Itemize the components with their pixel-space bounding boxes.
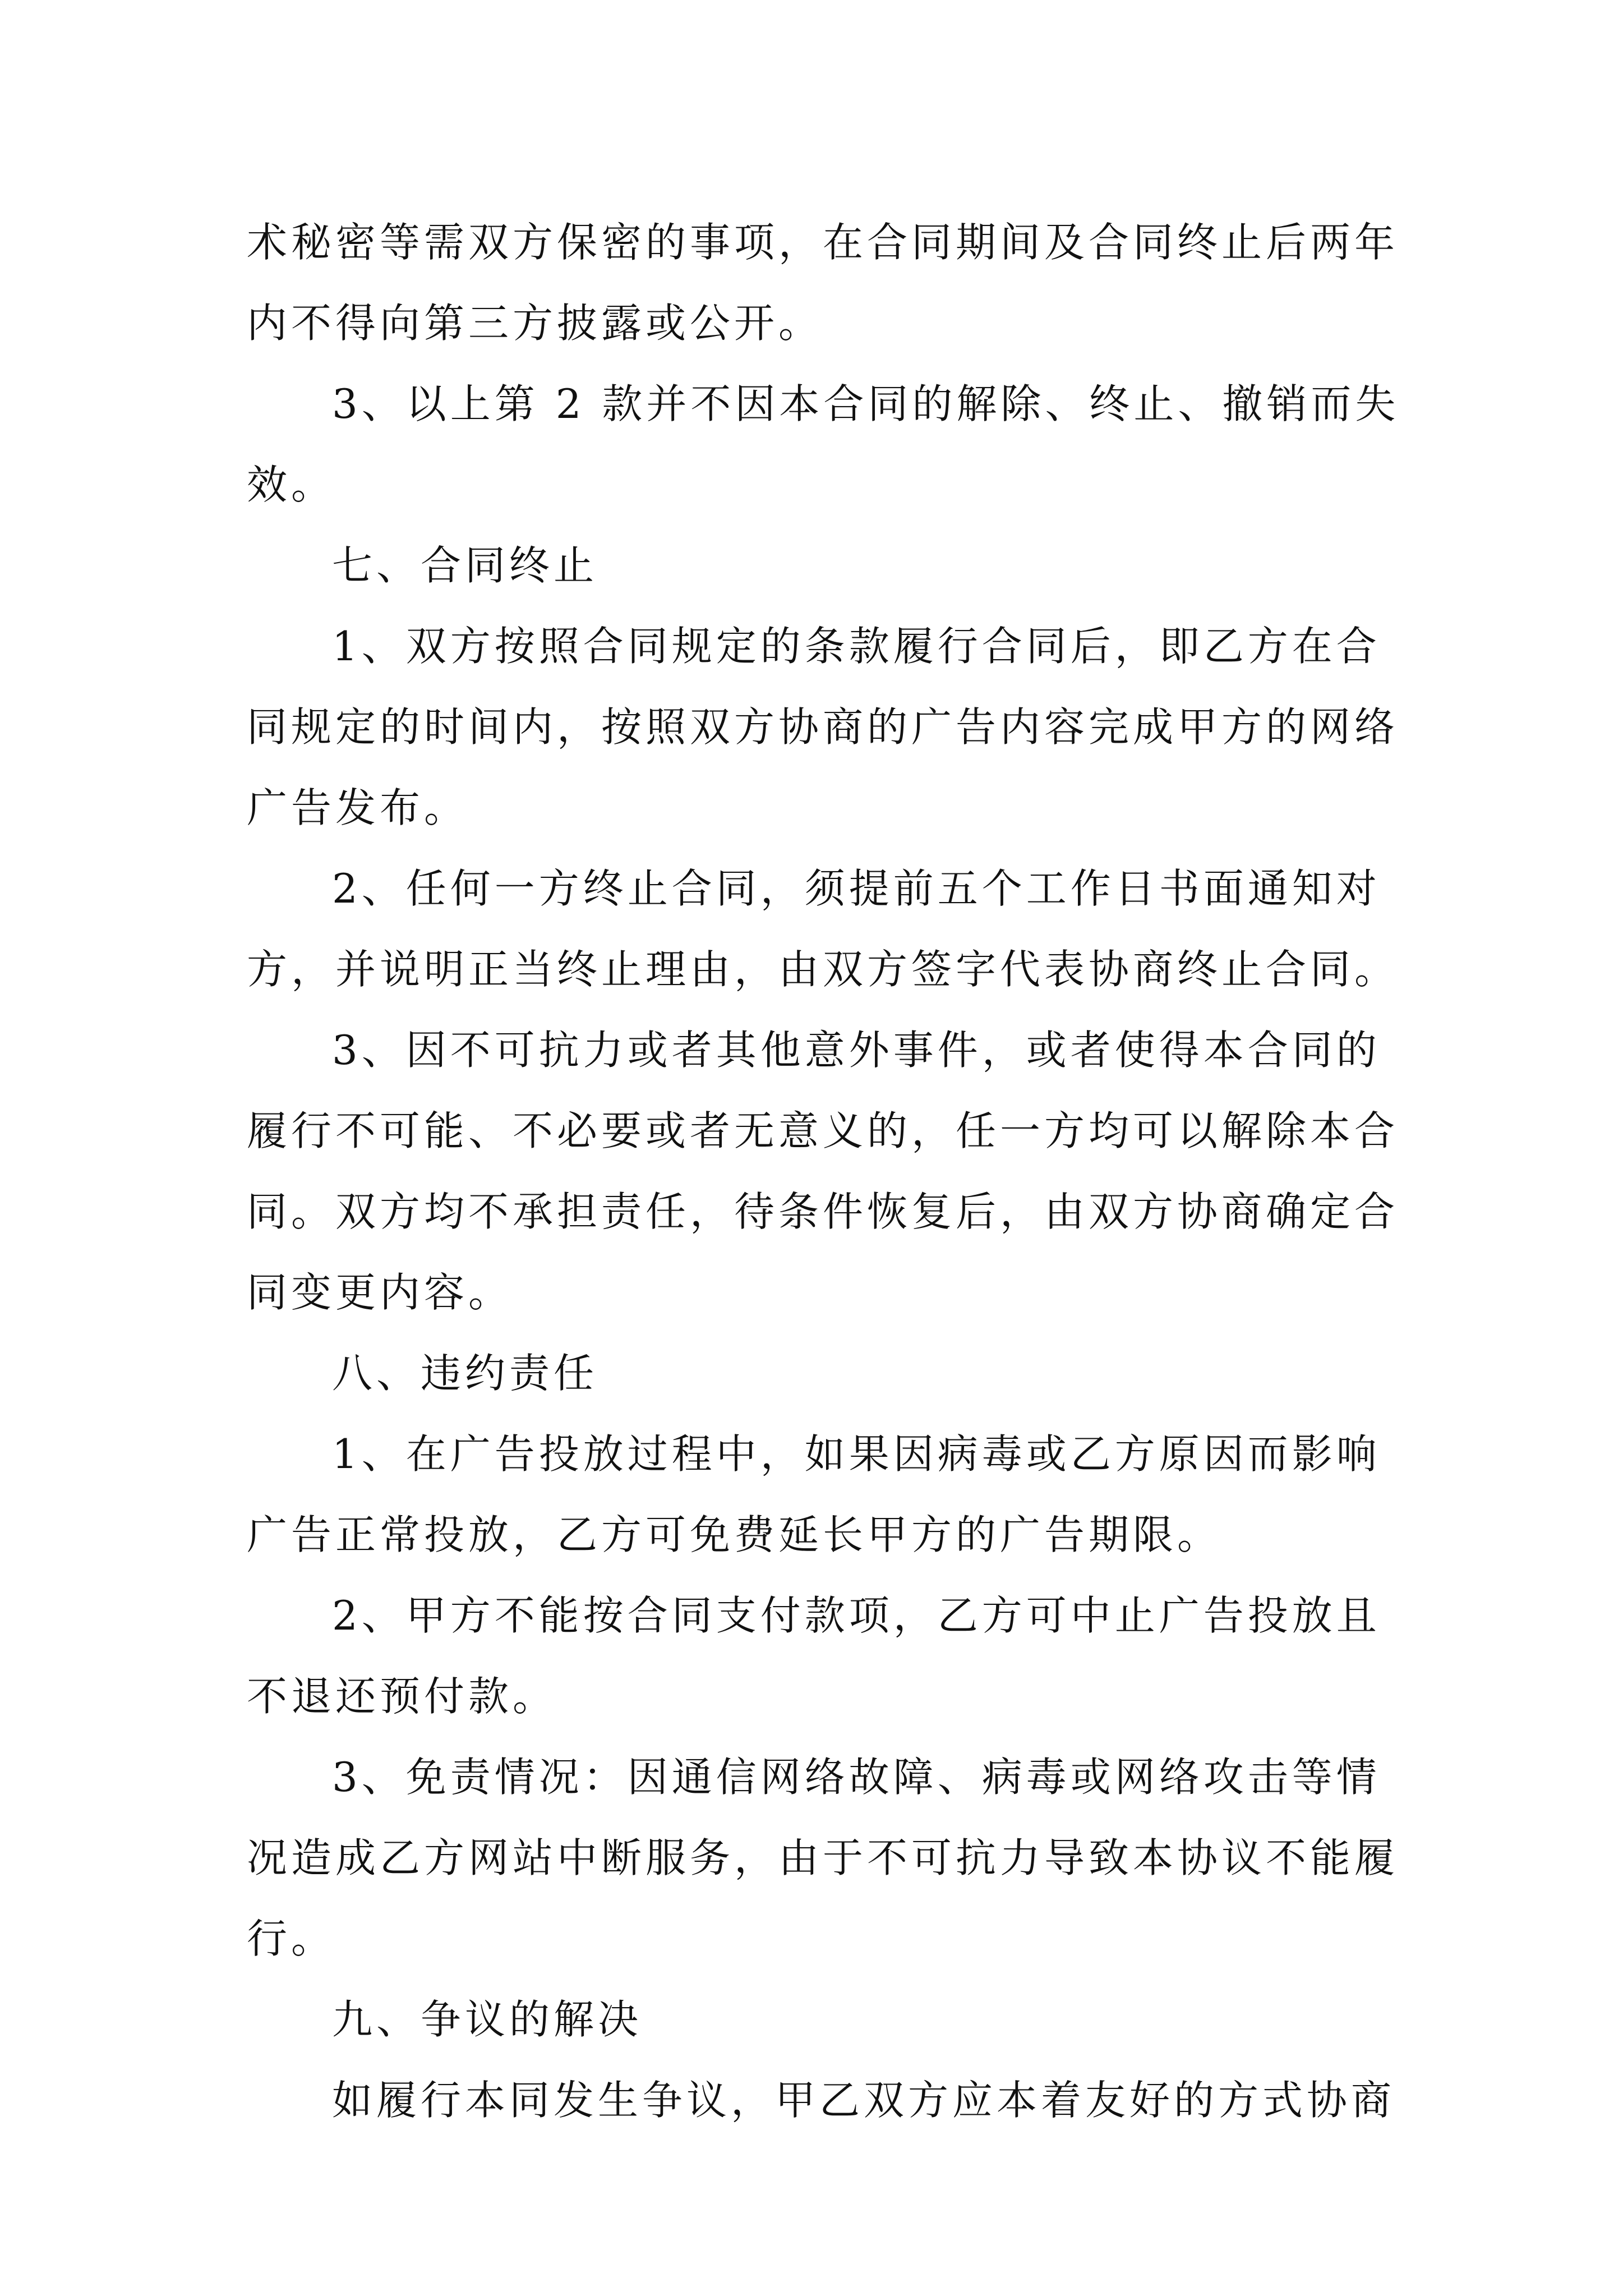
text-line: 术秘密等需双方保密的事项，在合同期间及合同终止后两年	[247, 219, 1399, 266]
text-line: 同。双方均不承担责任，待条件恢复后，由双方协商确定合	[247, 1188, 1399, 1235]
text-line: 同规定的时间内，按照双方协商的广告内容完成甲方的网络	[247, 703, 1399, 751]
text-line: 1、在广告投放过程中，如果因病毒或乙方原因而影响	[332, 1430, 1381, 1478]
text-line: 3、以上第 2 款并不因本合同的解除、终止、撤销而失	[332, 380, 1400, 427]
section-heading: 七、合同终止	[332, 542, 598, 589]
text-line: 行。	[247, 1915, 336, 1962]
text-line: 同变更内容。	[247, 1269, 513, 1316]
text-line: 如履行本同发生争议，甲乙双方应本着友好的方式协商	[332, 2077, 1396, 2124]
text-line: 广告正常投放，乙方可免费延长甲方的广告期限。	[247, 1511, 1222, 1558]
text-line: 广告发布。	[247, 784, 469, 831]
text-line: 效。	[247, 461, 336, 508]
text-line: 不退还预付款。	[247, 1673, 557, 1720]
text-line: 内不得向第三方披露或公开。	[247, 300, 823, 347]
text-line: 况造成乙方网站中断服务，由于不可抗力导致本协议不能履	[247, 1834, 1399, 1881]
section-heading: 八、违约责任	[332, 1350, 598, 1397]
text-line: 履行不可能、不必要或者无意义的，任一方均可以解除本合	[247, 1107, 1399, 1154]
text-line: 3、免责情况：因通信网络故障、病毒或网络攻击等情	[332, 1754, 1381, 1801]
text-line: 1、双方按照合同规定的条款履行合同后，即乙方在合	[332, 623, 1381, 670]
section-heading: 九、争议的解决	[332, 1996, 643, 2043]
text-line: 2、任何一方终止合同，须提前五个工作日书面通知对	[332, 865, 1381, 912]
text-line: 3、因不可抗力或者其他意外事件，或者使得本合同的	[332, 1027, 1381, 1074]
text-line: 2、甲方不能按合同支付款项，乙方可中止广告投放且	[332, 1592, 1381, 1639]
document-body	[247, 202, 1400, 2141]
text-line: 方，并说明正当终止理由，由双方签字代表协商终止合同。	[247, 946, 1399, 993]
